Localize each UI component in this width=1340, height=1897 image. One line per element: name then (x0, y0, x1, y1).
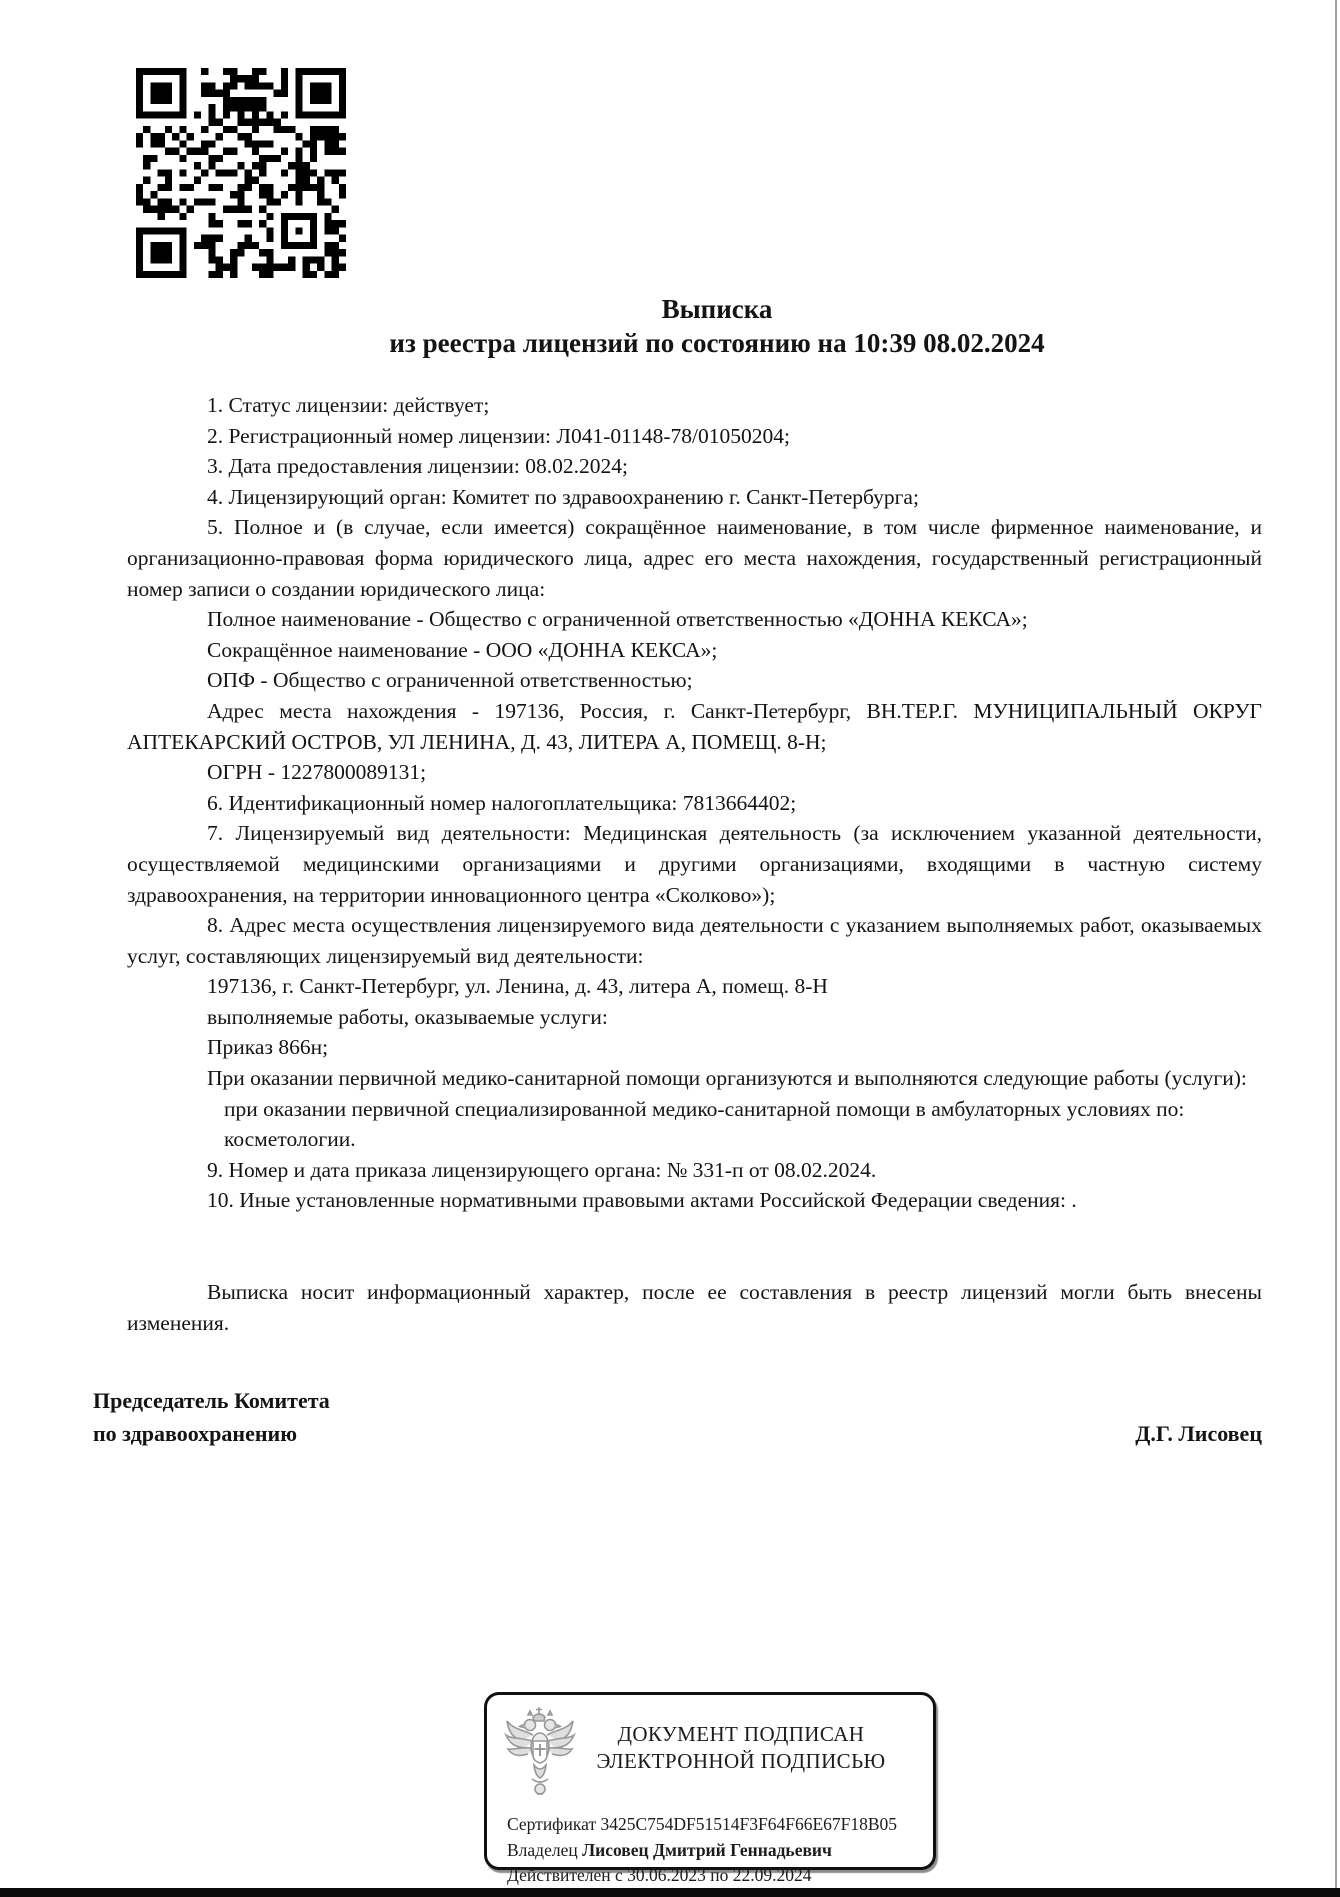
document-title-line1: Выписка (661, 294, 773, 324)
paragraph: Выписка носит информационный характер, после ее составления в реестр лицензий могли быть внесены изменения. (127, 1280, 1262, 1335)
document-title-line2: из реестра лицензий по состоянию на 10:39 08.02.2024 (389, 328, 1045, 358)
document-title (172, 292, 1262, 360)
signatory-position (93, 1384, 568, 1450)
stamp-owner-line (507, 1838, 921, 1864)
paragraph: 5. Полное и (в случае, если имеется) сокращённое наименование, в том числе фирменное наименование, и организационно-правовая форма юридического лица, адрес его места нахождения, государственный регистрационный номер записи о создании юридического лица: (127, 515, 1262, 601)
stamp-title-line1: ДОКУМЕНТ ПОДПИСАН (617, 1722, 865, 1746)
paragraph: 9. Номер и дата приказа лицензирующего органа: № 331-п от 08.02.2024. (207, 1157, 877, 1182)
paragraph: Адрес места нахождения - 197136, Россия, г. Санкт-Петербург, ВН.ТЕР.Г. МУНИЦИПАЛЬНЫЙ ОКРУГ АПТЕКАРСКИЙ ОСТРОВ, УЛ ЛЕНИНА, Д. 43, ЛИТЕРА А, ПОМЕЩ. 8-Н; (127, 698, 1262, 754)
stamp-title-line2: ЭЛЕКТРОННОЙ ПОДПИСЬЮ (596, 1749, 886, 1773)
paragraph: 3. Дата предоставления лицензии: 08.02.2024; (207, 454, 628, 479)
paragraph: 4. Лицензирующий орган: Комитет по здравоохранению г. Санкт-Петербурга; (207, 484, 919, 509)
stamp-details (487, 1804, 933, 1889)
stamp-title (577, 1703, 919, 1775)
paragraph: 6. Идентификационный номер налогоплательщика: 7813664402; (207, 790, 797, 815)
stamp-certificate-line (507, 1812, 921, 1838)
paragraph: выполняемые работы, оказываемые услуги: (207, 1004, 608, 1029)
signatory-position-line2: по здравоохранению (93, 1421, 298, 1447)
paragraph: 1. Статус лицензии: действует; (207, 393, 490, 417)
paragraph: 10. Иные установленные нормативными правовыми актами Российской Федерации сведения: . (207, 1188, 1077, 1213)
paragraph: при оказании первичной специализированной медико-санитарной помощи в амбулаторных условиях по: (224, 1096, 1185, 1121)
signatory-name: Д.Г. Лисовец (1135, 1421, 1262, 1447)
paragraph: Полное наименование - Общество с ограниченной ответственностью «ДОННА КЕКСА»; (207, 607, 1028, 632)
owner-name: Лисовец Дмитрий Геннадьевич (582, 1839, 832, 1860)
certificate-value: 3425C754DF51514F3F64F66E67F18B05 (600, 1814, 898, 1834)
page-edge-right (1335, 0, 1337, 1888)
paragraph: ОГРН - 1227800089131; (207, 760, 427, 785)
paragraph: 2. Регистрационный номер лицензии: Л041-01148-78/01050204; (207, 423, 790, 448)
license-details (127, 390, 1262, 1338)
ministry-emblem-icon (503, 1705, 577, 1804)
signature-block (93, 1384, 1262, 1450)
signatory-position-line1: Председатель Комитета (93, 1388, 330, 1414)
stamp-validity-line: Действителен с 30.06.2023 по 22.09.2024 (507, 1865, 812, 1885)
owner-label: Владелец (507, 1839, 578, 1860)
paragraph: косметологии. (224, 1127, 356, 1152)
paragraph: 7. Лицензируемый вид деятельности: Медицинская деятельность (за исключением указанной деятельности, осуществляемой медицинскими организациями и другими организациями, входящими в частную систему здравоохранения, на территории инновационного центра «Сколково»); (127, 821, 1262, 907)
paragraph: Сокращённое наименование - ООО «ДОННА КЕКСА»; (207, 637, 718, 662)
paragraph: При оказании первичной медико-санитарной помощи организуются и выполняются следующие работы (услуги): (207, 1066, 1247, 1091)
paragraph: Приказ 866н; (207, 1035, 329, 1060)
paragraph: ОПФ - Общество с ограниченной ответственностью; (207, 668, 693, 693)
qr-code (136, 68, 346, 278)
certificate-label: Сертификат (507, 1814, 597, 1834)
signature-stamp (484, 1692, 936, 1885)
page-edge-bottom (0, 1888, 1340, 1897)
paragraph: 8. Адрес места осуществления лицензируемого вида деятельности с указанием выполняемых работ, оказываемых услуг, составляющих лицензируемый вид деятельности: (127, 913, 1262, 968)
paragraph: 197136, г. Санкт-Петербург, ул. Ленина, д. 43, литера А, помещ. 8-Н (207, 974, 828, 999)
